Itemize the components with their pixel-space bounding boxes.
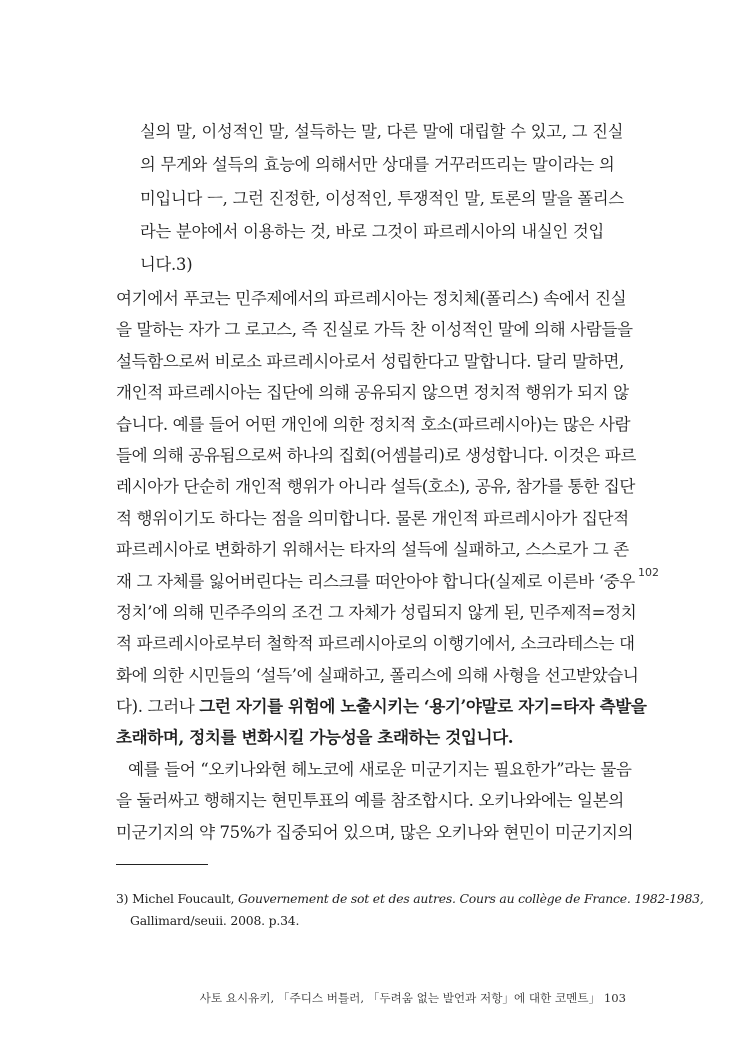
plain-text: 다). 그러나 (116, 697, 200, 717)
body-line: 습니다. 예를 들어 어떤 개인에 의한 정치적 호소(파르레시아)는 많은 사람 (116, 414, 631, 434)
body-line: 들에 의해 공유됨으로써 하나의 집회(어셈블리)로 생성합니다. 이것은 파르 (116, 445, 637, 465)
footnote-line (116, 888, 704, 910)
emphasized-text: 그런 자기를 위험에 노출시키는 ‘용기’야말로 자기=타자 측발을 (199, 696, 647, 717)
quote-line: 미입니다 ㅡ, 그런 진정한, 이성적인, 투쟁적인 말, 토론의 말을 폴리스 (140, 188, 624, 208)
body-line: 여기에서 푸코는 민주제에서의 파르레시아는 정치체(폴리스) 속에서 진실 (116, 289, 627, 308)
body-line: 적 파르레시아로부터 철학적 파르레시아로의 이행기에서, 소크라테스는 대 (116, 634, 635, 654)
footnote-author: Michel Foucault, (132, 891, 235, 906)
body-line: 레시아가 단순히 개인적 행위가 아니라 설득(호소), 공유, 참가를 통한 집단 (116, 477, 636, 497)
footnote (116, 888, 704, 932)
body-line-mixed (116, 691, 647, 722)
body-line: 정치’에 의해 민주주의의 조건 그 자체가 성립되지 않게 된, 민주제적=정치 (116, 602, 637, 622)
footnote-divider (116, 864, 208, 865)
body-line: 개인적 파르레시아는 집단에 의해 공유되지 않으면 정치적 행위가 되지 않 (116, 383, 629, 403)
body-line: 예를 들어 “오키나와현 헤노코에 새로운 미군기지는 필요한가”라는 물음 (128, 759, 632, 779)
body-line: 파르레시아로 변화하기 위해서는 타자의 설득에 실패하고, 스스로가 그 존 (116, 540, 629, 560)
body-line: 화에 의한 시민들의 ‘설득’에 실패하고, 폴리스에 의해 사형을 선고받았습니 (116, 665, 639, 685)
emphasized-line: 초래하며, 정치를 변화시킬 가능성을 초래하는 것입니다. (116, 727, 514, 748)
running-footer (200, 990, 626, 1006)
quote-line: 실의 말, 이성적인 말, 설득하는 말, 다른 말에 대립할 수 있고, 그 진실 (140, 122, 624, 141)
page-number: 103 (603, 991, 626, 1005)
body-line: 을 말하는 자가 그 로고스, 즉 진실로 가득 찬 이성적인 말에 의해 사람들을 (116, 320, 633, 340)
body-line: 적 행위이기도 하다는 점을 의미합니다. 물론 개인적 파르레시아가 집단적 (116, 508, 629, 528)
quote-line: 라는 분야에서 이용하는 것, 바로 그것이 파르레시아의 내실인 것입 (140, 221, 605, 241)
footnote-number: 3) (116, 891, 129, 906)
body-line: 재 그 자체를 잃어버린다는 리스크를 떠안아야 합니다(실제로 이른바 ‘중우 (116, 571, 635, 591)
block-quote (140, 115, 624, 281)
footnote-title: Gouvernement de sot et des autres. Cours au collège de France. 1982-1983, (237, 891, 704, 906)
quote-line: 니다.3) (140, 255, 193, 275)
body-paragraph (116, 283, 647, 848)
side-page-number: 102 (638, 566, 659, 579)
body-line: 을 둘러싸고 행해지는 현민투표의 예를 참조합시다. 오키나와에는 일본의 (116, 791, 624, 811)
footer-title: 사토 요시유키, 「주디스 버틀러, 「두려움 없는 발언과 저항」에 대한 코멘트」 (199, 991, 601, 1005)
quote-line: 의 무게와 설득의 효능에 의해서만 상대를 거꾸러뜨리는 말이라는 의 (140, 155, 615, 175)
body-line: 설득함으로써 비로소 파르레시아로서 성립한다고 말합니다. 달리 말하면, (116, 351, 624, 371)
body-line: 미군기지의 약 75%가 집중되어 있으며, 많은 오키나와 현민이 미군기지의 (116, 822, 634, 842)
footnote-publisher: Gallimard/seuii. 2008. p.34. (130, 913, 300, 928)
